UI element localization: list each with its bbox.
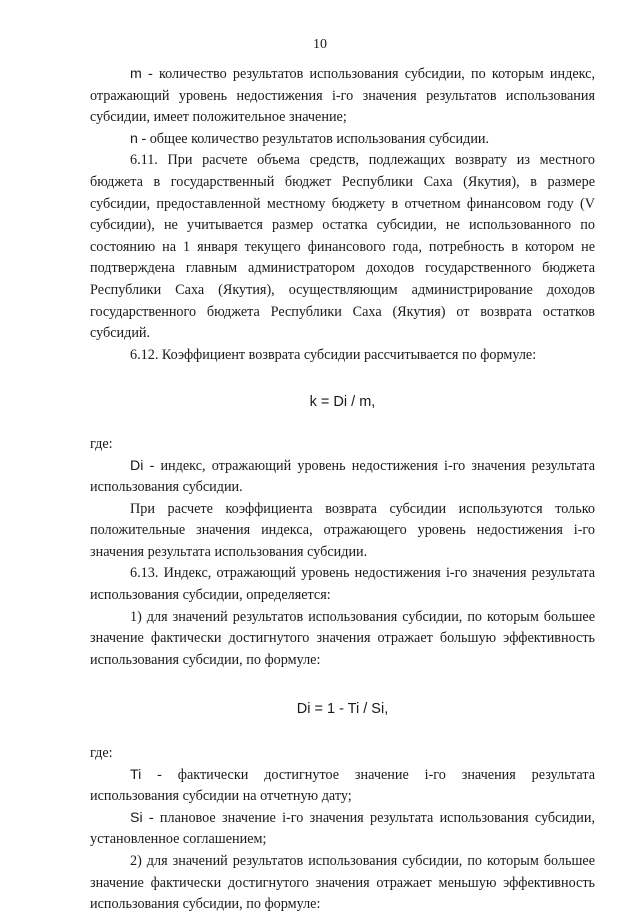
paragraph-text: - общее количество результатов использования субсидии.: [137, 130, 490, 147]
paragraph-m-definition: [90, 64, 595, 129]
paragraph-6-13: 6.13. Индекс, отражающий уровень недостижения i-го значения результата использования субсидии, определяется:: [90, 565, 595, 604]
paragraph-case-1: 1) для значений результатов использования субсидии, по которым большее значение фактически достигнутого значения отражает большую эффективность использования субсидии, по формуле:: [90, 608, 595, 668]
paragraph-text: - индекс, отражающий уровень недостижения i-го значения результата использования субсидии.: [90, 457, 595, 496]
where-label: где:: [90, 435, 113, 452]
variable-m: m: [130, 66, 142, 82]
paragraph-n-definition: [90, 129, 595, 151]
paragraph-positive-values: При расчете коэффициента возврата субсидии используются только положительные значения индекса, отражающего уровень недостижения i-го значения результата использования субсидии.: [90, 500, 595, 560]
paragraph-text: - плановое значение i-го значения результата использования субсидии, установленное соглашением;: [90, 809, 595, 848]
paragraph-case-2: 2) для значений результатов использования субсидии, по которым большее значение фактически достигнутого значения отражает меньшую эффективность использования субсидии, по формуле:: [90, 853, 595, 913]
variable-n: n: [130, 130, 138, 147]
paragraph-ti-definition: [90, 765, 595, 808]
variable-ti: Ti: [130, 766, 142, 783]
paragraph-text: - количество результатов использования субсидии, по которым индекс, отражающий уровень недостижения i-го значения результатов использования субсидии, имеет положительное значение;: [90, 66, 595, 126]
document-body: [90, 64, 595, 916]
formula-di: Di = 1 - Ti / Si,: [296, 701, 389, 718]
where-label: где:: [90, 745, 113, 762]
paragraph-text: - фактически достигнутое значение i-го значения результата использования субсидии на отчетную дату;: [90, 766, 595, 805]
page-number: 10: [313, 37, 327, 52]
variable-si: Si: [130, 809, 143, 826]
variable-di: Di: [130, 457, 144, 474]
paragraph-6-11: 6.11. При расчете объема средств, подлежащих возврату из местного бюджета в государственный бюджет Республики Саха (Якутия), в размере субсидии, предоставленной местному бюджету в отчетном финансовом году (V субсидии), не учитывается размер остатка субсидии, не использованного по состоянию на 1 января текущего финансового года, потребность в котором не подтверждена главным администратором доходов государственного бюджета Республики Саха (Якутия), осуществляющим администрирование доходов государственного бюджета Республики Саха (Якутия) от возврата остатков субсидий.: [90, 152, 595, 342]
paragraph-di-definition: [90, 456, 595, 499]
formula-k: k = Di / m,: [309, 394, 376, 411]
paragraph-si-definition: [90, 808, 595, 851]
paragraph-6-12: 6.12. Коэффициент возврата субсидии рассчитывается по формуле:: [130, 346, 537, 363]
